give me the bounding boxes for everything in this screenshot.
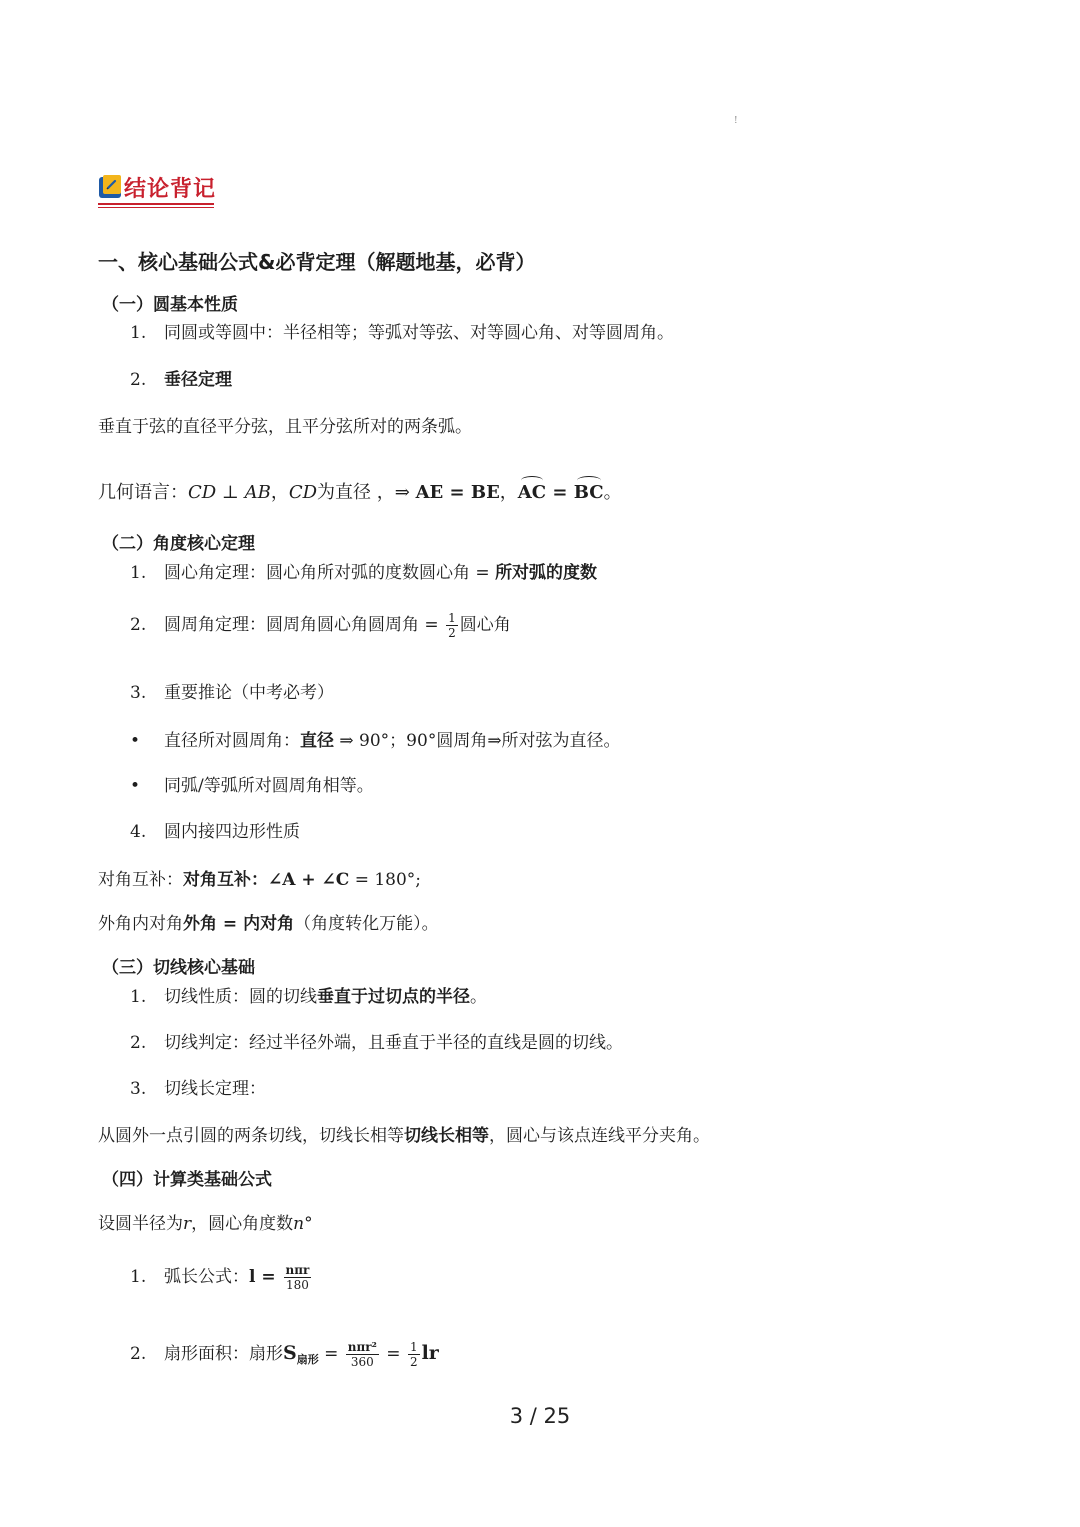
list-text: 切线长定理：	[164, 1079, 266, 1099]
list-number: 2.	[130, 1344, 147, 1364]
arc-ac: AC	[517, 482, 547, 503]
text: 外角内对角	[98, 914, 183, 934]
formula-tail: lr	[421, 1342, 439, 1364]
bold-text: 对角互补：∠A + ∠C	[183, 870, 350, 890]
bold-text: 切线长相等	[404, 1126, 489, 1146]
list-text: 弧长公式：	[164, 1267, 249, 1287]
list-item	[130, 678, 334, 703]
bullet-text: 直径所对圆周角：	[164, 731, 300, 751]
symbol-s: S	[283, 1342, 297, 1364]
list-item	[130, 610, 511, 639]
fraction	[408, 1341, 420, 1368]
list-item	[130, 1339, 439, 1368]
banner-title: 结论背记	[124, 177, 217, 202]
math-expr: CD	[288, 482, 318, 503]
paragraph	[98, 1121, 710, 1146]
list-item	[130, 817, 300, 842]
list-number: 3.	[130, 683, 147, 703]
numerator: nπr	[285, 1263, 310, 1277]
text: ，圆心角度数	[191, 1214, 294, 1234]
section-title: 一、核心基础公式&必背定理（解题地基，必背）	[98, 250, 536, 274]
paragraph	[98, 865, 421, 890]
label: 几何语言：	[98, 482, 188, 503]
notebook-icon	[98, 174, 124, 200]
list-text: 圆周角定理：圆周角圆心角圆周角 =	[164, 615, 445, 635]
label: 对角互补：	[98, 870, 183, 890]
math-var: r	[183, 1214, 192, 1234]
math-var: n°	[293, 1214, 313, 1234]
paragraph: 垂直于弦的直径平分弦，且平分弦所对的两条弧。	[98, 417, 472, 437]
list-item	[130, 1262, 313, 1291]
list-bold: 垂直于过切点的半径	[317, 987, 470, 1007]
text: 为直径 ，⇒	[317, 482, 416, 503]
list-number: 2.	[130, 370, 147, 390]
list-number: 2.	[130, 1033, 147, 1053]
formula-lhs: l =	[249, 1267, 282, 1287]
list-text: 重要推论（中考必考）	[164, 683, 334, 703]
subsection-heading-4: （四）计算类基础公式	[102, 1170, 272, 1190]
denominator: 360	[350, 1355, 374, 1369]
list-item	[130, 558, 597, 583]
arc-bc: BC	[573, 482, 604, 503]
list-number: 1.	[130, 323, 147, 343]
list-text: 切线性质：圆的切线	[164, 987, 317, 1007]
list-text: 圆内接四边形性质	[164, 822, 300, 842]
bold-text: 外角 = 内对角	[183, 914, 295, 934]
equals: =	[380, 1344, 406, 1364]
bullet-dot: •	[130, 731, 141, 751]
list-text: 扇形面积：扇形	[164, 1344, 283, 1364]
list-item	[130, 982, 487, 1007]
period: 。	[603, 482, 622, 503]
subsection-heading-2: （二）角度核心定理	[102, 534, 255, 554]
fraction	[446, 612, 458, 639]
period: 。	[470, 987, 487, 1007]
denominator: 2	[409, 1355, 418, 1369]
list-number: 1.	[130, 563, 147, 583]
text: 设圆半径为	[98, 1214, 183, 1234]
text: 从圆外一点引圆的两条切线，切线长相等	[98, 1126, 404, 1146]
bullet-item	[130, 771, 374, 796]
math-bold: AE = BE	[415, 482, 500, 503]
geometry-statement	[98, 478, 622, 504]
banner-underline	[98, 203, 214, 205]
text-after: （角度转化万能）。	[294, 914, 439, 934]
list-text: 切线判定：经过半径外端，且垂直于半径的直线是圆的切线。	[164, 1033, 623, 1053]
list-number: 1.	[130, 987, 147, 1007]
list-number: 2.	[130, 615, 147, 635]
text-after: = 180°;	[349, 870, 422, 890]
page-number: 3 / 25	[509, 1404, 571, 1428]
numerator: 1	[409, 1340, 418, 1354]
numerator: 1	[448, 611, 456, 625]
math-expr: CD ⊥ AB	[188, 482, 271, 503]
denominator: 2	[448, 626, 456, 640]
numerator: nπr²	[347, 1340, 377, 1354]
list-text: 垂径定理	[164, 370, 232, 390]
list-text: 同圆或等圆中：半径相等；等弧对等弦、对等圆心角、对等圆周角。	[164, 323, 674, 343]
bullet-text-after: ⇒ 90°；90°圆周角⇒所对弦为直径。	[334, 731, 621, 751]
list-item	[130, 1074, 266, 1099]
bullet-text: 同弧/等弧所对圆周角相等。	[164, 776, 374, 796]
page-tick-mark: !	[734, 116, 738, 126]
subsection-heading-1: （一）圆基本性质	[102, 295, 238, 315]
text-after: ，圆心与该点连线平分夹角。	[489, 1126, 710, 1146]
list-item	[130, 318, 674, 343]
bullet-bold: 直径	[300, 731, 334, 751]
list-number: 1.	[130, 1267, 147, 1287]
separator: ，	[270, 482, 289, 503]
list-bold: 所对弧的度数	[495, 563, 598, 583]
banner-underline-thin	[98, 207, 214, 208]
bullet-item	[130, 726, 621, 751]
list-number: 3.	[130, 1079, 147, 1099]
denominator: 180	[286, 1278, 309, 1292]
bullet-dot: •	[130, 776, 141, 796]
fraction	[346, 1341, 379, 1368]
subscript: 扇形	[296, 1353, 319, 1366]
subsection-heading-3: （三）切线核心基础	[102, 958, 255, 978]
list-text-after: 圆心角	[459, 615, 511, 635]
paragraph	[98, 1209, 313, 1234]
list-text: 圆心角定理：圆心角所对弧的度数圆心角 =	[164, 563, 496, 583]
list-number: 4.	[130, 822, 147, 842]
separator: ，	[499, 482, 518, 503]
list-item	[130, 365, 232, 390]
equals: =	[546, 482, 574, 503]
fraction	[284, 1264, 312, 1291]
paragraph	[98, 909, 439, 934]
equals: =	[318, 1344, 344, 1364]
list-item	[130, 1028, 623, 1053]
